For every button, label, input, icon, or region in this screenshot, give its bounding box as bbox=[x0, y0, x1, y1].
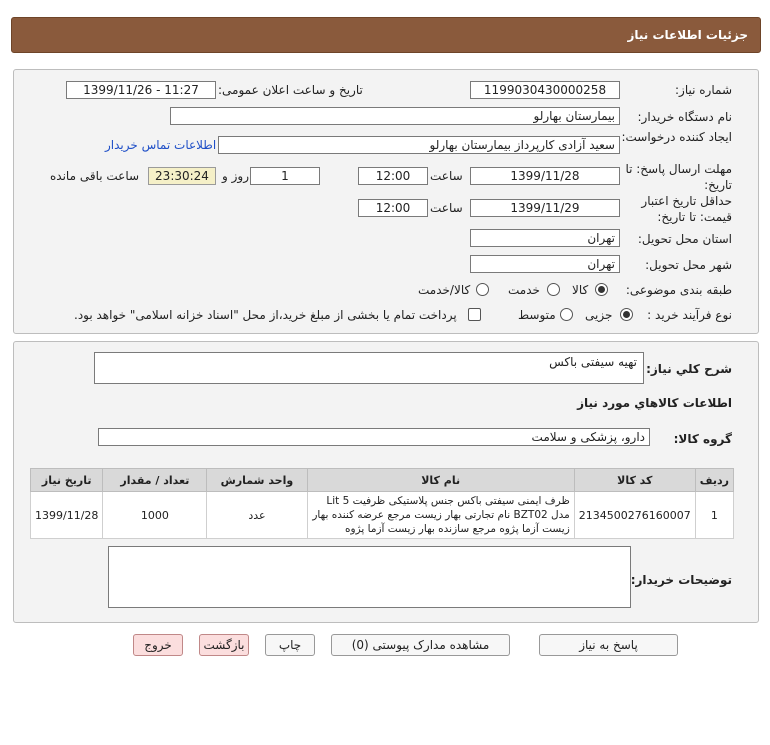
col-qty: تعداد / مقدار bbox=[103, 469, 207, 492]
validity-time-field: 12:00 bbox=[358, 199, 428, 217]
remaining-label: ساعت باقی مانده bbox=[50, 169, 140, 183]
group-field: دارو، پزشکی و سلامت bbox=[98, 428, 650, 446]
desc-label: شرح کلي نياز: bbox=[646, 362, 732, 376]
creator-field: سعید آزادی کارپرداز بیمارستان بهارلو bbox=[218, 136, 620, 154]
contact-info-link[interactable]: اطلاعات تماس خریدار bbox=[105, 138, 217, 152]
category-label: طبقه بندی موضوعی: bbox=[625, 283, 732, 297]
city-label: شهر محل تحویل: bbox=[645, 258, 732, 272]
deadline-label: مهلت ارسال پاسخ: تا تاریخ: bbox=[625, 162, 732, 192]
attachments-button[interactable]: مشاهده مدارک پیوستی (0) bbox=[331, 634, 510, 656]
buyer-notes-field bbox=[108, 546, 631, 608]
remaining-timer: 23:30:24 bbox=[148, 167, 216, 185]
col-row: ردیف bbox=[695, 469, 733, 492]
exit-button[interactable]: خروج bbox=[133, 634, 183, 656]
table-row bbox=[31, 492, 734, 539]
validity-label: حداقل تاریخ اعتبار قیمت: تا تاریخ: bbox=[641, 194, 732, 224]
col-code: کد کالا bbox=[574, 469, 695, 492]
cell-row: 1 bbox=[695, 492, 733, 539]
print-button[interactable]: چاپ bbox=[265, 634, 315, 656]
deadline-time-field: 12:00 bbox=[358, 167, 428, 185]
col-name: نام کالا bbox=[307, 469, 574, 492]
treasury-checkbox[interactable] bbox=[468, 308, 481, 321]
cell-date: 1399/11/28 bbox=[31, 492, 103, 539]
category-radio-goods-service[interactable] bbox=[476, 283, 489, 296]
need-number-label: شماره نیاز: bbox=[675, 83, 732, 97]
deadline-date-field: 1399/11/28 bbox=[470, 167, 620, 185]
process-option-minor: جزیی bbox=[585, 308, 613, 322]
treasury-note: پرداخت تمام یا بخشی از مبلغ خرید،از محل "اسناد خزانه اسلامی" خواهد بود. bbox=[74, 308, 457, 322]
category-option-service: خدمت bbox=[508, 283, 540, 297]
reply-button[interactable]: پاسخ به نیاز bbox=[539, 634, 678, 656]
process-radio-minor[interactable] bbox=[620, 308, 633, 321]
buyer-org-field: بیمارستان بهارلو bbox=[170, 107, 620, 125]
deadline-time-label: ساعت bbox=[430, 169, 463, 183]
creator-label: ایجاد کننده درخواست: bbox=[621, 130, 732, 144]
category-radio-service[interactable] bbox=[547, 283, 560, 296]
announce-label: تاریخ و ساعت اعلان عمومی: bbox=[218, 83, 363, 97]
city-field: تهران bbox=[470, 255, 620, 273]
province-field: تهران bbox=[470, 229, 620, 247]
col-date: تاریخ نیاز bbox=[31, 469, 103, 492]
validity-date-field: 1399/11/29 bbox=[470, 199, 620, 217]
cell-qty: 1000 bbox=[103, 492, 207, 539]
cell-code: 2134500276160007 bbox=[574, 492, 695, 539]
desc-field: تهیه سیفتی باکس bbox=[94, 352, 644, 384]
buyer-notes-label: توضیحات خریدار: bbox=[630, 573, 732, 587]
validity-time-label: ساعت bbox=[430, 201, 463, 215]
need-number-field: 1199030430000258 bbox=[470, 81, 620, 99]
group-label: گروه کالا: bbox=[673, 432, 732, 446]
category-option-goods: کالا bbox=[572, 283, 589, 297]
category-option-goods-service: کالا/خدمت bbox=[418, 283, 471, 297]
goods-info-label: اطلاعات کالاهاي مورد نياز bbox=[577, 396, 732, 410]
days-label: روز و bbox=[222, 169, 249, 183]
col-unit: واحد شمارش bbox=[207, 469, 307, 492]
province-label: استان محل تحویل: bbox=[637, 232, 732, 246]
page-header bbox=[11, 17, 761, 53]
buyer-org-label: نام دستگاه خریدار: bbox=[637, 110, 732, 124]
announce-field: 1399/11/26 - 11:27 bbox=[66, 81, 216, 99]
cell-unit: عدد bbox=[207, 492, 307, 539]
category-radio-goods[interactable] bbox=[595, 283, 608, 296]
back-button[interactable]: بازگشت bbox=[199, 634, 249, 656]
process-option-medium: متوسط bbox=[518, 308, 556, 322]
table-header-row bbox=[31, 469, 734, 492]
process-radio-medium[interactable] bbox=[560, 308, 573, 321]
page-title: جزئیات اطلاعات نیاز bbox=[627, 28, 748, 42]
cell-name: ظرف ایمنی سیفتی باکس جنس پلاستیکی ظرفیت Lit 5 مدل BZT02 نام تجارتی بهار زیست مرجع عرضه کننده بهار زیست آزما پژوه مرجع سازنده بهار زیست آزما پژوه bbox=[307, 492, 574, 539]
process-label: نوع فرآیند خرید : bbox=[647, 308, 732, 322]
items-table bbox=[30, 468, 734, 539]
days-field: 1 bbox=[250, 167, 320, 185]
